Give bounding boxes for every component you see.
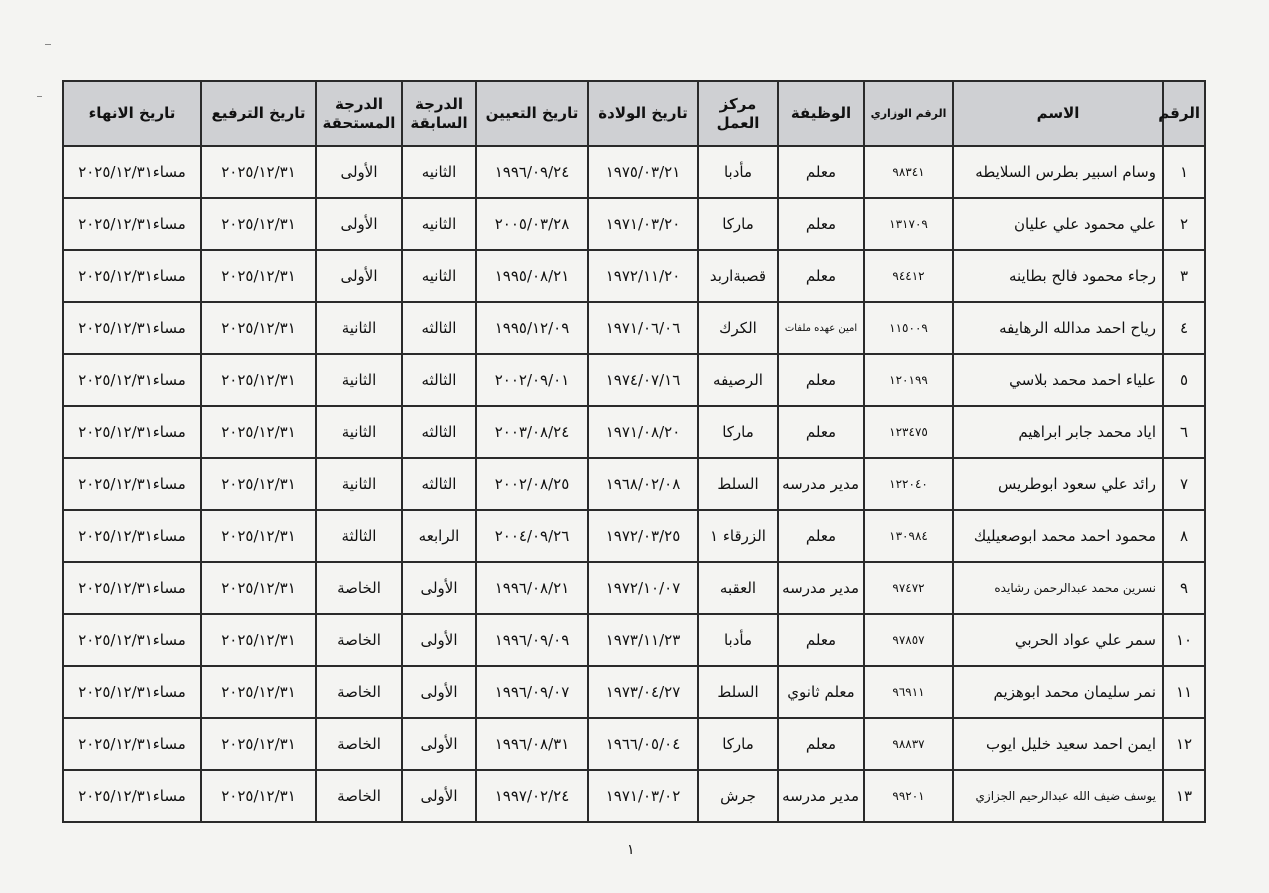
cell-prev-grade: الثانيه bbox=[402, 250, 476, 302]
cell-ministry-no: ١٢٠١٩٩ bbox=[864, 354, 953, 406]
cell-workplace: ماركا bbox=[698, 718, 778, 770]
promotion-table bbox=[62, 80, 1206, 823]
cell-end-date: مساء٢٠٢٥/١٢/٣١ bbox=[63, 718, 201, 770]
cell-appointment-date: ١٩٩٦/٠٨/٢١ bbox=[476, 562, 588, 614]
header-name: الاسم bbox=[953, 81, 1163, 146]
cell-ministry-no: ٩٦٩١١ bbox=[864, 666, 953, 718]
cell-ministry-no: ١٢٢٠٤٠ bbox=[864, 458, 953, 510]
cell-appointment-date: ١٩٩٦/٠٩/٢٤ bbox=[476, 146, 588, 198]
cell-end-date: مساء٢٠٢٥/١٢/٣١ bbox=[63, 614, 201, 666]
cell-end-date: مساء٢٠٢٥/١٢/٣١ bbox=[63, 458, 201, 510]
cell-promotion-date: ٢٠٢٥/١٢/٣١ bbox=[201, 406, 316, 458]
cell-due-grade: الخاصة bbox=[316, 562, 402, 614]
cell-no: ٧ bbox=[1163, 458, 1205, 510]
table-header-row bbox=[63, 81, 1205, 146]
cell-appointment-date: ١٩٩٧/٠٢/٢٤ bbox=[476, 770, 588, 822]
cell-name: ايمن احمد سعيد خليل ايوب bbox=[953, 718, 1163, 770]
cell-appointment-date: ١٩٩٥/٠٨/٢١ bbox=[476, 250, 588, 302]
cell-promotion-date: ٢٠٢٥/١٢/٣١ bbox=[201, 510, 316, 562]
table-row bbox=[63, 354, 1205, 406]
cell-job: معلم bbox=[778, 718, 864, 770]
cell-birth-date: ١٩٧٢/٠٣/٢٥ bbox=[588, 510, 698, 562]
table-body bbox=[63, 146, 1205, 822]
cell-birth-date: ١٩٧٤/٠٧/١٦ bbox=[588, 354, 698, 406]
cell-ministry-no: ٩٧٨٥٧ bbox=[864, 614, 953, 666]
cell-due-grade: الخاصة bbox=[316, 718, 402, 770]
cell-prev-grade: الأولى bbox=[402, 718, 476, 770]
table-row bbox=[63, 718, 1205, 770]
header-end-date: تاريخ الانهاء bbox=[63, 81, 201, 146]
cell-workplace: ماركا bbox=[698, 406, 778, 458]
cell-name: اياد محمد جابر ابراهيم bbox=[953, 406, 1163, 458]
cell-birth-date: ١٩٧١/٠٣/٢٠ bbox=[588, 198, 698, 250]
cell-prev-grade: الثالثه bbox=[402, 302, 476, 354]
cell-workplace: مأدبا bbox=[698, 146, 778, 198]
cell-promotion-date: ٢٠٢٥/١٢/٣١ bbox=[201, 458, 316, 510]
cell-promotion-date: ٢٠٢٥/١٢/٣١ bbox=[201, 250, 316, 302]
cell-end-date: مساء٢٠٢٥/١٢/٣١ bbox=[63, 770, 201, 822]
cell-job: مدير مدرسه bbox=[778, 458, 864, 510]
cell-ministry-no: ٩٩٢٠١ bbox=[864, 770, 953, 822]
cell-workplace: السلط bbox=[698, 458, 778, 510]
header-appointment-date: تاريخ التعيين bbox=[476, 81, 588, 146]
table-row bbox=[63, 458, 1205, 510]
cell-job: معلم ثانوي bbox=[778, 666, 864, 718]
cell-workplace: مأدبا bbox=[698, 614, 778, 666]
scan-speck bbox=[45, 44, 51, 45]
cell-prev-grade: الثانيه bbox=[402, 198, 476, 250]
cell-no: ٩ bbox=[1163, 562, 1205, 614]
cell-due-grade: الخاصة bbox=[316, 666, 402, 718]
cell-name: نسرين محمد عبدالرحمن رشايده bbox=[953, 562, 1163, 614]
cell-appointment-date: ٢٠٠٢/٠٩/٠١ bbox=[476, 354, 588, 406]
table-row bbox=[63, 250, 1205, 302]
cell-promotion-date: ٢٠٢٥/١٢/٣١ bbox=[201, 354, 316, 406]
cell-promotion-date: ٢٠٢٥/١٢/٣١ bbox=[201, 302, 316, 354]
cell-no: ١٣ bbox=[1163, 770, 1205, 822]
cell-job: معلم bbox=[778, 198, 864, 250]
cell-ministry-no: ١١٥٠٠٩ bbox=[864, 302, 953, 354]
cell-birth-date: ١٩٧١/٠٨/٢٠ bbox=[588, 406, 698, 458]
cell-ministry-no: ٩٨٣٤١ bbox=[864, 146, 953, 198]
cell-no: ٨ bbox=[1163, 510, 1205, 562]
cell-due-grade: الثانية bbox=[316, 354, 402, 406]
cell-no: ١٠ bbox=[1163, 614, 1205, 666]
cell-prev-grade: الثالثه bbox=[402, 406, 476, 458]
cell-promotion-date: ٢٠٢٥/١٢/٣١ bbox=[201, 198, 316, 250]
cell-due-grade: الخاصة bbox=[316, 614, 402, 666]
cell-ministry-no: ٩٧٤٧٢ bbox=[864, 562, 953, 614]
cell-name: يوسف ضيف الله عبدالرحيم الجزازي bbox=[953, 770, 1163, 822]
cell-ministry-no: ٩٨٨٣٧ bbox=[864, 718, 953, 770]
cell-birth-date: ١٩٧٣/١١/٢٣ bbox=[588, 614, 698, 666]
cell-end-date: مساء٢٠٢٥/١٢/٣١ bbox=[63, 562, 201, 614]
cell-end-date: مساء٢٠٢٥/١٢/٣١ bbox=[63, 354, 201, 406]
cell-workplace: الزرقاء ١ bbox=[698, 510, 778, 562]
cell-job: معلم bbox=[778, 614, 864, 666]
cell-due-grade: الأولى bbox=[316, 146, 402, 198]
cell-birth-date: ١٩٦٨/٠٢/٠٨ bbox=[588, 458, 698, 510]
page-number: ١ bbox=[627, 842, 635, 858]
cell-name: رياح احمد مدالله الرهايفه bbox=[953, 302, 1163, 354]
cell-ministry-no: ١٣٠٩٨٤ bbox=[864, 510, 953, 562]
header-no: الرقم bbox=[1163, 81, 1205, 146]
cell-ministry-no: ٩٤٤١٢ bbox=[864, 250, 953, 302]
cell-ministry-no: ١٣١٧٠٩ bbox=[864, 198, 953, 250]
table-row bbox=[63, 406, 1205, 458]
cell-workplace: جرش bbox=[698, 770, 778, 822]
cell-no: ١ bbox=[1163, 146, 1205, 198]
cell-birth-date: ١٩٧٢/١١/٢٠ bbox=[588, 250, 698, 302]
cell-prev-grade: الأولى bbox=[402, 770, 476, 822]
table-row bbox=[63, 146, 1205, 198]
cell-name: محمود احمد محمد ابوصعيليك bbox=[953, 510, 1163, 562]
table-row bbox=[63, 198, 1205, 250]
cell-end-date: مساء٢٠٢٥/١٢/٣١ bbox=[63, 666, 201, 718]
promotion-table-container bbox=[62, 80, 1204, 823]
cell-appointment-date: ١٩٩٦/٠٨/٣١ bbox=[476, 718, 588, 770]
cell-due-grade: الأولى bbox=[316, 198, 402, 250]
cell-no: ١١ bbox=[1163, 666, 1205, 718]
cell-name: رائد علي سعود ابوطريس bbox=[953, 458, 1163, 510]
cell-prev-grade: الثانيه bbox=[402, 146, 476, 198]
cell-appointment-date: ٢٠٠٣/٠٨/٢٤ bbox=[476, 406, 588, 458]
header-birth-date: تاريخ الولادة bbox=[588, 81, 698, 146]
cell-end-date: مساء٢٠٢٥/١٢/٣١ bbox=[63, 302, 201, 354]
cell-job: معلم bbox=[778, 250, 864, 302]
cell-workplace: العقبه bbox=[698, 562, 778, 614]
cell-birth-date: ١٩٧١/٠٣/٠٢ bbox=[588, 770, 698, 822]
cell-end-date: مساء٢٠٢٥/١٢/٣١ bbox=[63, 510, 201, 562]
cell-appointment-date: ١٩٩٥/١٢/٠٩ bbox=[476, 302, 588, 354]
cell-end-date: مساء٢٠٢٥/١٢/٣١ bbox=[63, 406, 201, 458]
cell-job: معلم bbox=[778, 510, 864, 562]
cell-job: معلم bbox=[778, 354, 864, 406]
table-row bbox=[63, 614, 1205, 666]
table-row bbox=[63, 510, 1205, 562]
cell-due-grade: الثانية bbox=[316, 302, 402, 354]
cell-ministry-no: ١٢٣٤٧٥ bbox=[864, 406, 953, 458]
header-job: الوظيفة bbox=[778, 81, 864, 146]
cell-birth-date: ١٩٦٦/٠٥/٠٤ bbox=[588, 718, 698, 770]
cell-prev-grade: الأولى bbox=[402, 666, 476, 718]
header-prev-grade: الدرجة السابقة bbox=[402, 81, 476, 146]
cell-job: معلم bbox=[778, 406, 864, 458]
cell-prev-grade: الأولى bbox=[402, 562, 476, 614]
cell-job: امين عهده ملفات bbox=[778, 302, 864, 354]
cell-name: سمر علي عواد الحربي bbox=[953, 614, 1163, 666]
cell-prev-grade: الثالثه bbox=[402, 354, 476, 406]
cell-name: علياء احمد محمد بلاسي bbox=[953, 354, 1163, 406]
header-ministry-no: الرقم الوزاري bbox=[864, 81, 953, 146]
cell-appointment-date: ١٩٩٦/٠٩/٠٧ bbox=[476, 666, 588, 718]
cell-no: ٣ bbox=[1163, 250, 1205, 302]
cell-due-grade: الأولى bbox=[316, 250, 402, 302]
cell-no: ٤ bbox=[1163, 302, 1205, 354]
cell-job: مدير مدرسه bbox=[778, 562, 864, 614]
cell-job: معلم bbox=[778, 146, 864, 198]
cell-no: ٦ bbox=[1163, 406, 1205, 458]
table-row bbox=[63, 562, 1205, 614]
cell-appointment-date: ٢٠٠٥/٠٣/٢٨ bbox=[476, 198, 588, 250]
cell-birth-date: ١٩٧٣/٠٤/٢٧ bbox=[588, 666, 698, 718]
cell-workplace: السلط bbox=[698, 666, 778, 718]
cell-promotion-date: ٢٠٢٥/١٢/٣١ bbox=[201, 614, 316, 666]
cell-workplace: قصبةاربد bbox=[698, 250, 778, 302]
cell-birth-date: ١٩٧٢/١٠/٠٧ bbox=[588, 562, 698, 614]
scan-speck bbox=[37, 96, 42, 97]
cell-end-date: مساء٢٠٢٥/١٢/٣١ bbox=[63, 198, 201, 250]
cell-due-grade: الثالثة bbox=[316, 510, 402, 562]
cell-end-date: مساء٢٠٢٥/١٢/٣١ bbox=[63, 250, 201, 302]
cell-birth-date: ١٩٧١/٠٦/٠٦ bbox=[588, 302, 698, 354]
cell-due-grade: الخاصة bbox=[316, 770, 402, 822]
cell-promotion-date: ٢٠٢٥/١٢/٣١ bbox=[201, 770, 316, 822]
cell-workplace: الرصيفه bbox=[698, 354, 778, 406]
cell-name: وسام اسبير بطرس السلايطه bbox=[953, 146, 1163, 198]
cell-promotion-date: ٢٠٢٥/١٢/٣١ bbox=[201, 146, 316, 198]
table-row bbox=[63, 666, 1205, 718]
cell-end-date: مساء٢٠٢٥/١٢/٣١ bbox=[63, 146, 201, 198]
cell-appointment-date: ٢٠٠٤/٠٩/٢٦ bbox=[476, 510, 588, 562]
cell-no: ١٢ bbox=[1163, 718, 1205, 770]
table-row bbox=[63, 302, 1205, 354]
cell-due-grade: الثانية bbox=[316, 458, 402, 510]
header-workplace: مركز العمل bbox=[698, 81, 778, 146]
cell-name: رجاء محمود فالح بطاينه bbox=[953, 250, 1163, 302]
cell-name: علي محمود علي عليان bbox=[953, 198, 1163, 250]
cell-prev-grade: الثالثه bbox=[402, 458, 476, 510]
cell-promotion-date: ٢٠٢٥/١٢/٣١ bbox=[201, 718, 316, 770]
cell-promotion-date: ٢٠٢٥/١٢/٣١ bbox=[201, 666, 316, 718]
cell-no: ٥ bbox=[1163, 354, 1205, 406]
cell-due-grade: الثانية bbox=[316, 406, 402, 458]
cell-workplace: الكرك bbox=[698, 302, 778, 354]
header-promotion-date: تاريخ الترفيع bbox=[201, 81, 316, 146]
cell-job: مدير مدرسه bbox=[778, 770, 864, 822]
cell-workplace: ماركا bbox=[698, 198, 778, 250]
cell-birth-date: ١٩٧٥/٠٣/٢١ bbox=[588, 146, 698, 198]
cell-prev-grade: الأولى bbox=[402, 614, 476, 666]
table-row bbox=[63, 770, 1205, 822]
cell-no: ٢ bbox=[1163, 198, 1205, 250]
cell-appointment-date: ١٩٩٦/٠٩/٠٩ bbox=[476, 614, 588, 666]
cell-name: نمر سليمان محمد ابوهزيم bbox=[953, 666, 1163, 718]
cell-appointment-date: ٢٠٠٢/٠٨/٢٥ bbox=[476, 458, 588, 510]
cell-prev-grade: الرابعه bbox=[402, 510, 476, 562]
header-due-grade: الدرجة المستحقة bbox=[316, 81, 402, 146]
cell-promotion-date: ٢٠٢٥/١٢/٣١ bbox=[201, 562, 316, 614]
